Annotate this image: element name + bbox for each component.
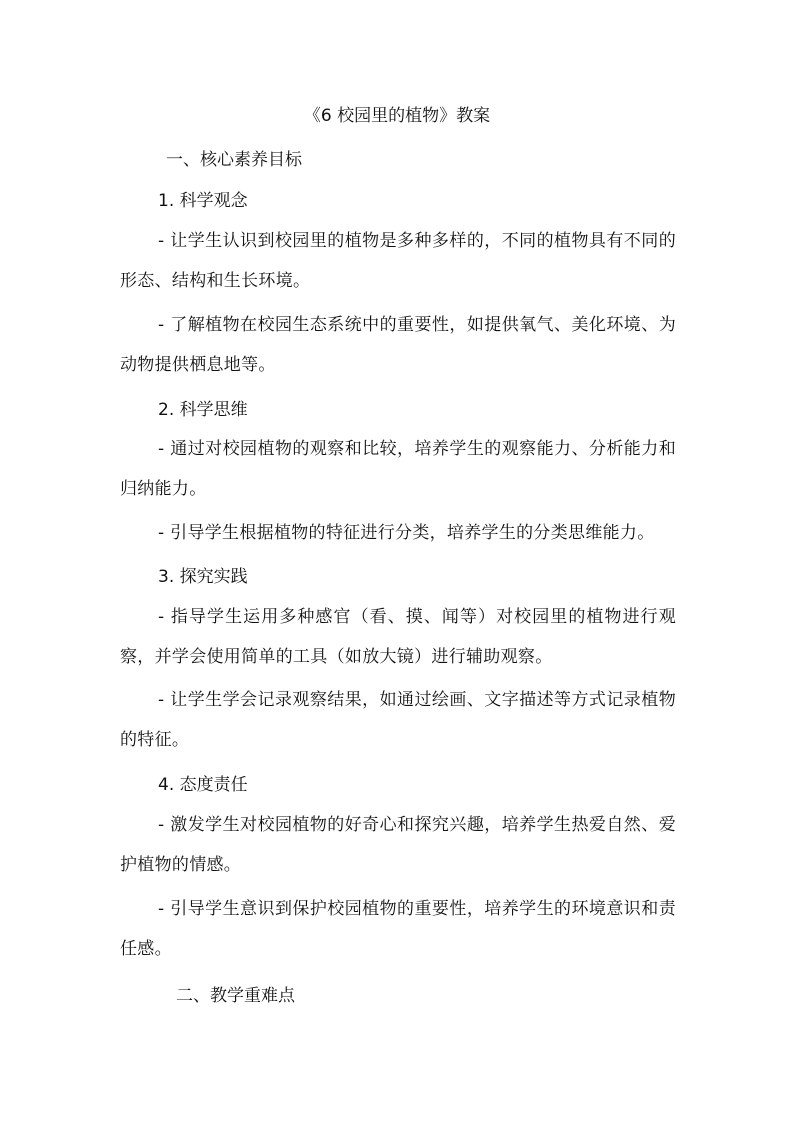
subheading-scientific-thinking: 2. 科学思维 [158, 400, 248, 420]
paragraph: - 了解植物在校园生态系统中的重要性，如提供氧气、美化环境、为动物提供栖息地等。 [120, 315, 676, 375]
paragraph: - 引导学生意识到保护校园植物的重要性，培养学生的环境意识和责任感。 [120, 899, 676, 959]
paragraph: - 激发学生对校园植物的好奇心和探究兴趣，培养学生热爱自然、爱护植物的情感。 [120, 815, 676, 875]
paragraph: - 指导学生运用多种感官（看、摸、闻等）对校园里的植物进行观察，并学会使用简单的工具（如放大镜）进行辅助观察。 [120, 607, 676, 667]
document-title: 《6 校园里的植物》教案 [303, 106, 491, 126]
section-heading-core-goals: 一、核心素养目标 [166, 150, 302, 170]
paragraph: - 让学生认识到校园里的植物是多种多样的，不同的植物具有不同的形态、结构和生长环境。 [120, 231, 676, 291]
subheading-attitude-responsibility: 4. 态度责任 [158, 775, 248, 795]
section-heading-key-difficulties: 二、教学重难点 [176, 986, 295, 1006]
paragraph: - 让学生学会记录观察结果，如通过绘画、文字描述等方式记录植物的特征。 [120, 690, 676, 750]
subheading-inquiry-practice: 3. 探究实践 [158, 567, 248, 587]
paragraph: - 通过对校园植物的观察和比较，培养学生的观察能力、分析能力和归纳能力。 [120, 439, 676, 499]
paragraph: - 引导学生根据植物的特征进行分类，培养学生的分类思维能力。 [158, 523, 655, 543]
subheading-scientific-concept: 1. 科学观念 [158, 191, 248, 211]
